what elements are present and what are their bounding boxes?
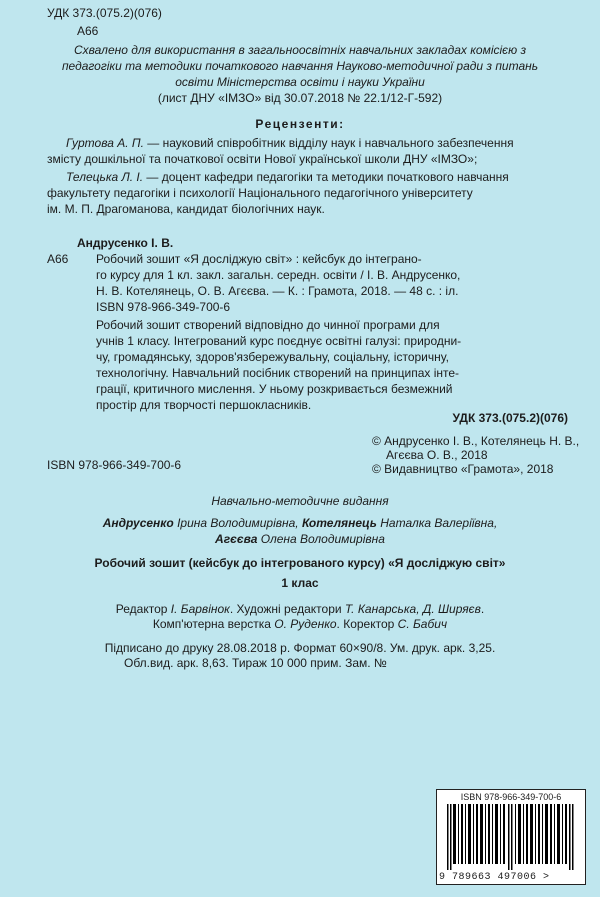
authors-line-2 [0,532,600,546]
reviewer-2-line-1 [66,170,509,184]
annotation-line-2: учнів 1 класу. Інтегрований курс поєднує освітні галузі: природни- [96,334,462,348]
catalog-udk: УДК 373.(075.2)(076) [452,411,568,425]
author-1-surname: Андрусенко [102,516,174,530]
reviewers-title: Рецензенти: [255,117,345,131]
authors-line-1 [0,516,600,530]
art-editors-label: . Художні редактори [229,602,345,616]
layout-name: О. Руденко [274,617,337,631]
layout-label: Комп'ютерна верстка [152,617,275,631]
editor-label: Редактор [115,602,171,616]
editor-name: І. Барвінок [170,602,230,616]
author-2-name: Наталка Валеріївна, [376,516,498,530]
barcode-digits: 9 789663 497006 > [439,872,550,883]
copyright-line-3: © Видавництво «Грамота», 2018 [372,462,554,476]
catalog-line-2: го курсу для 1 кл. закл. загальн. середн. освіти / І. В. Андрусенко, [96,268,461,282]
barcode-isbn: ISBN 978-966-349-700-6 [460,792,562,802]
author-3-name: Олена Володимирівна [257,532,385,546]
annotation-line-1: Робочий зошит створений відповідно до чинної програми для [96,318,440,332]
reviewer-1-line-1 [66,136,514,150]
copyright-line-1: © Андрусенко І. В., Котелянець Н. В., [372,434,580,448]
book-title: Робочий зошит (кейсбук до інтегрованого курсу) «Я досліджую світ» [94,556,506,570]
copyright-line-2: Агєєва О. В., 2018 [386,448,488,462]
reviewer-1-name: Гуртова А. П. [66,136,144,150]
print-info-line-1: Підписано до друку 28.08.2018 р. Формат 60×90/8. Ум. друк. арк. 3,25. [104,641,496,655]
grade: 1 клас [281,576,319,590]
art-editors-names: Т. Канарська, Д. Ширяєв [344,602,481,616]
edition-type: Навчально-методичне видання [211,494,389,508]
approval-line-3: освіти Міністерства освіти і науки України [175,75,425,89]
author-2-surname: Котелянець [301,516,377,530]
approval-line-1: Схвалено для використання в загальноосвітніх навчальних закладах комісією з [73,43,527,57]
print-info-line-2: Обл.вид. арк. 8,63. Тираж 10 000 прим. Зам. № [124,656,387,670]
reviewer-1-line-2: змісту дошкільної та початкової освіти Нової української школи ДНУ «ІМЗО»; [47,152,478,166]
approval-line-4: (лист ДНУ «ІМЗО» від 30.07.2018 № 22.1/12-Г-592) [157,91,443,105]
author-1-name: Ірина Володимирівна, [173,516,302,530]
catalog-line-1: Робочий зошит «Я досліджую світ» : кейсбук до інтеграно- [96,252,422,266]
reviewer-2-line-3: ім. М. П. Драгоманова, кандидат біологічних наук. [47,202,325,216]
reviewer-1-role-start: — науковий співробітник відділу наук і навчального забезпечення [143,136,514,150]
credits-line-1 [0,602,600,616]
catalog-isbn: ISBN 978-966-349-700-6 [96,300,231,314]
catalog-author: Андрусенко І. В. [77,236,174,250]
udk-top: УДК 373.(075.2)(076) [47,6,162,20]
catalog-line-3: Н. В. Котелянець, О. В. Агєєва. — К. : Грамота, 2018. — 48 с. : іл. [96,284,459,298]
annotation-line-3: чу, громадянську, здоров'язбережувальну, соціальну, історичну, [96,350,449,364]
annotation-line-6: простір для творчості першокласників. [96,398,312,412]
proofreader-label: . Коректор [336,617,398,631]
isbn: ISBN 978-966-349-700-6 [47,458,182,472]
code-top: А66 [77,24,99,38]
proofreader-name: С. Бабич [397,617,448,631]
reviewer-2-name: Телецька Л. І. [66,170,144,184]
reviewer-2-line-2: факультету педагогіки і психології Національного педагогічного університету [47,186,473,200]
approval-line-2: педагогіки та методики початкового навчання Науково-методичної ради з питань [61,59,539,73]
reviewer-2-role-start: — доцент кафедри педагогіки та методики початкового навчання [143,170,509,184]
credits-line-2 [0,617,600,631]
annotation-line-5: грації, критичного мислення. У ньому розкривається безмежний [96,382,453,396]
credits-line-1-end: . [480,602,485,616]
author-3-surname: Агєєва [215,532,258,546]
catalog-code: А66 [47,252,69,266]
annotation-line-4: технологічну. Навчальний посібник створений на принципах інте- [96,366,460,380]
barcode [436,789,586,885]
barcode-bars [447,804,575,870]
